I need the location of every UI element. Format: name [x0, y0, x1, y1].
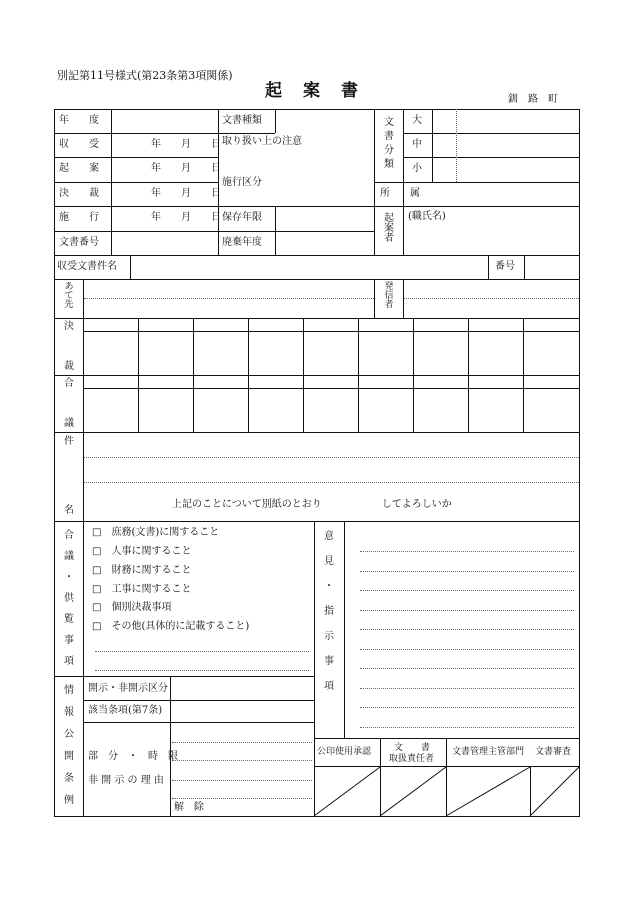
strike-shinsa	[530, 767, 579, 816]
label-bunsho-bango: 文書番号	[59, 237, 99, 248]
consult-item[interactable]: □ 人事に関すること	[92, 546, 192, 557]
strike-toriatsukai	[380, 767, 446, 816]
opinion-line	[360, 571, 574, 572]
opinion-line	[360, 727, 574, 728]
consult-item[interactable]: □ その他(具体的に記載すること)	[92, 621, 250, 632]
date-kessai: 年 月 日	[151, 188, 221, 199]
subject-statement: 上記のことについて別紙のとおり してよろしいか	[172, 499, 452, 510]
label-shiko: 施 行	[59, 212, 99, 223]
issuing-town: 釧 路 町	[508, 94, 558, 105]
date-kian: 年 月 日	[151, 163, 221, 174]
label-gaito-joko: 該当条項(第7条)	[88, 705, 163, 716]
label-kian: 起 案	[59, 163, 99, 174]
label-kessai-stamp: 決 裁	[64, 321, 74, 372]
opinion-line	[360, 551, 574, 552]
form-title: 起 案 書	[265, 81, 360, 101]
label-shiko-kubun: 施行区分	[222, 177, 262, 188]
label-koin-shiyo: 公印使用承認	[317, 747, 372, 757]
label-atesaki: あ て 先	[64, 282, 74, 310]
label-haiki-nendo: 廃棄年度	[222, 237, 262, 248]
approval-column-line	[523, 318, 524, 432]
opinion-line	[360, 707, 574, 708]
label-bunsho-shinsa: 文書審査	[535, 747, 572, 757]
consult-item[interactable]: □ 個別決裁事項	[92, 602, 172, 613]
label-hikaiji-riyu: 非 開 示 の 理 由	[88, 775, 164, 786]
label-chu: 中	[412, 139, 422, 150]
opinion-line	[360, 629, 574, 630]
label-bubun-jigen: 部 分 ・ 時 限	[88, 751, 178, 762]
label-kanri-shukan: 文書管理主管部門	[452, 747, 525, 757]
date-shiko: 年 月 日	[151, 212, 221, 223]
opinion-line	[360, 649, 574, 650]
label-hasshinsha: 発 信 者	[384, 282, 394, 310]
label-shokushimei: (職氏名)	[408, 211, 446, 222]
label-nendo: 年 度	[59, 115, 99, 126]
label-kiansha: 起 案 者	[384, 213, 394, 244]
opinion-line	[360, 590, 574, 591]
approval-column-line	[468, 318, 469, 432]
label-shozoku: 所 属	[380, 188, 420, 199]
approval-column-line	[303, 318, 304, 432]
label-dai: 大	[412, 115, 422, 126]
date-juju: 年 月 日	[151, 139, 221, 150]
label-bango: 番号	[495, 261, 515, 272]
label-bunsho-bunrui: 文 書 分 類	[384, 117, 394, 170]
approval-column-line	[193, 318, 194, 432]
label-toriatsukai: 取り扱い上の注意	[222, 136, 302, 147]
label-gougi-stamp: 合 議	[64, 378, 74, 429]
consult-item[interactable]: □ 工事に関すること	[92, 584, 192, 595]
label-kaiji-kubun: 開示・非開示区分	[88, 683, 168, 694]
label-bunsho-shurui: 文書種類	[222, 115, 262, 126]
approval-column-line	[413, 318, 414, 432]
strike-kanri	[446, 767, 530, 816]
form-reference: 別記第11号様式(第23条第3項関係)	[57, 69, 233, 82]
label-toriatsukai-sekininsha: 取扱責任者	[389, 754, 435, 764]
opinion-line	[360, 688, 574, 689]
label-joho-kokai: 情 報 公 開 条 例	[64, 685, 74, 806]
label-kessai: 決 裁	[59, 188, 99, 199]
opinion-line	[360, 610, 574, 611]
opinion-line	[360, 668, 574, 669]
label-gougi-kyoran: 合 議 ・ 供 覧 事 項	[64, 530, 74, 667]
label-sho: 小	[412, 163, 422, 174]
label-juju: 収 受	[59, 139, 99, 150]
label-bunsho-toriatsukai: 文 書	[394, 743, 431, 753]
strike-koin	[314, 767, 380, 816]
label-hozon-nengen: 保存年限	[222, 212, 262, 223]
approval-column-line	[248, 318, 249, 432]
label-juju-bunsho-kenmei: 収受文書件名	[57, 261, 117, 272]
approval-column-line	[358, 318, 359, 432]
label-kaijo: 解 除	[174, 802, 204, 813]
consult-item[interactable]: □ 財務に関すること	[92, 565, 192, 576]
consult-item[interactable]: □ 庶務(文書)に関すること	[92, 527, 220, 538]
label-iken-shiji: 意 見 ・ 指 示 事 項	[324, 531, 334, 692]
label-kenmei: 件 名	[64, 436, 74, 516]
approval-column-line	[138, 318, 139, 432]
